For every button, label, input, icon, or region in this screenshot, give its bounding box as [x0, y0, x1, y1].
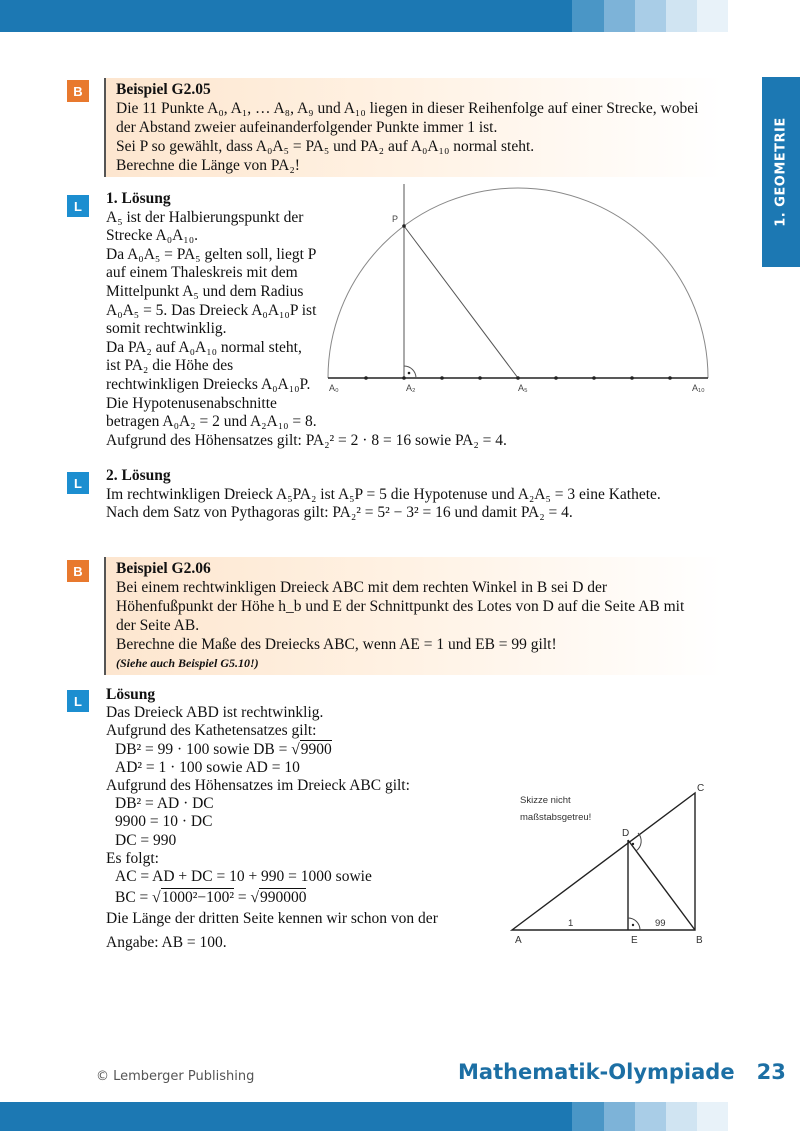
publisher-credit: © Lemberger Publishing — [96, 1069, 255, 1084]
example-text: Berechne die Länge von PA₂! — [116, 157, 300, 174]
formula-line: 9900 = 10 · DC — [115, 813, 213, 831]
label-a2: A₂ — [406, 383, 416, 393]
point-p — [402, 224, 406, 228]
bottom-color-bar — [0, 1102, 800, 1131]
solution-3 — [106, 686, 438, 952]
footer-title — [458, 1060, 786, 1084]
label-a0: A₀ — [329, 383, 339, 393]
page-number: 23 — [756, 1060, 786, 1084]
solution-line: somit rechtwinklig. — [106, 320, 227, 338]
example-title: Beispiel G2.06 — [116, 560, 211, 577]
segment-pa5 — [404, 226, 518, 378]
solution-badge: L — [67, 472, 89, 494]
thales-circle-figure — [320, 180, 720, 400]
solution-title: 2. Lösung — [106, 467, 171, 484]
label-e: E — [631, 935, 638, 946]
example-title: Beispiel G2.05 — [116, 81, 211, 98]
chapter-label: 1. GEOMETRIE — [773, 117, 789, 227]
example-text: Die 11 Punkte A₀, A₁, … A₈, A₉ und A₁₀ liegen in dieser Reihenfolge auf einer Strecke, wobei — [116, 100, 699, 117]
book-title: Mathematik-Olympiade — [458, 1060, 735, 1084]
example-note: (Siehe auch Beispiel G5.10!) — [116, 656, 259, 670]
example-text: Bei einem rechtwinkligen Dreieck ABC mit dem rechten Winkel in B sei D der — [116, 579, 608, 596]
formula-line: BC = √1000²−100² = √990000 — [115, 889, 307, 907]
solution-title: Lösung — [106, 686, 156, 703]
example-box-g206 — [104, 557, 724, 675]
solution-line: Angabe: AB = 100. — [106, 933, 227, 951]
solution-badge: L — [67, 690, 89, 712]
label-a10: A₁₀ — [692, 383, 705, 393]
solution-line: A₅ ist der Halbierungspunkt der — [106, 208, 304, 226]
triangle-abc-figure — [505, 778, 725, 950]
solution-line: Die Hypotenusenabschnitte — [106, 394, 277, 412]
solution-badge: L — [67, 195, 89, 217]
solution-line: Aufgrund des Höhensatzes im Dreieck ABC gilt: — [106, 777, 410, 795]
solution-line: Es folgt: — [106, 849, 159, 867]
height-bd — [628, 840, 695, 930]
solution-line: Aufgrund des Höhensatzes gilt: PA₂² = 2 · 8 = 16 sowie PA₂ = 4. — [106, 431, 507, 449]
solution-line: Strecke A₀A₁₀. — [106, 227, 198, 245]
label-a5: A₅ — [518, 383, 528, 393]
solution-title: 1. Lösung — [106, 190, 171, 207]
solution-line: Nach dem Satz von Pythagoras gilt: PA₂² = 5² − 3² = 16 und damit PA₂ = 4. — [106, 504, 573, 522]
label-length-1: 1 — [568, 918, 574, 929]
example-badge: B — [67, 560, 89, 582]
chapter-side-tab — [762, 77, 800, 267]
example-text: Sei P so gewählt, dass A₀A₅ = PA₅ und PA₂ auf A₀A₁₀ normal steht. — [116, 138, 535, 155]
solution-line: Mittelpunkt A₅ und dem Radius — [106, 282, 304, 300]
label-d: D — [622, 828, 630, 839]
solution-line: Das Dreieck ABD ist rechtwinklig. — [106, 704, 324, 722]
example-text: der Seite AB. — [116, 617, 200, 634]
formula-line: AC = AD + DC = 10 + 990 = 1000 sowie — [115, 868, 372, 886]
example-text: Berechne die Maße des Dreiecks ABC, wenn AE = 1 und EB = 99 gilt! — [116, 636, 557, 653]
thales-semicircle — [328, 188, 708, 378]
sketch-note: Skizze nicht — [520, 795, 571, 806]
right-angle-mark-e — [628, 918, 640, 930]
label-a: A — [515, 935, 522, 946]
solution-line: Da A₀A₅ = PA₅ gelten soll, liegt P — [106, 245, 317, 263]
solution-line: Aufgrund des Kathetensatzes gilt: — [106, 722, 317, 740]
formula-line: AD² = 1 · 100 sowie AD = 10 — [115, 758, 300, 776]
solution-line: Im rechtwinkligen Dreieck A₅PA₂ ist A₅P = 5 die Hypotenuse und A₂A₅ = 3 eine Kathete. — [106, 485, 661, 503]
example-text: der Abstand zweier aufeinanderfolgender Punkte immer 1 ist. — [116, 119, 498, 136]
solution-2 — [106, 467, 661, 523]
formula-line: DB² = 99 · 100 sowie DB = √9900 — [115, 740, 332, 758]
label-b: B — [696, 935, 703, 946]
solution-line: betragen A₀A₂ = 2 und A₂A₁₀ = 8. — [106, 413, 317, 431]
formula-line: DB² = AD · DC — [115, 795, 214, 813]
solution-line: rechtwinkligen Dreiecks A₀A₁₀P. — [106, 375, 311, 393]
solution-line: auf einem Thaleskreis mit dem — [106, 264, 298, 282]
formula-line: DC = 990 — [115, 831, 177, 849]
label-p: P — [392, 214, 399, 224]
label-length-99: 99 — [655, 918, 666, 929]
example-text: Höhenfußpunkt der Höhe h_b und E der Schnittpunkt des Lotes von D auf die Seite AB mit — [116, 598, 685, 615]
example-box-g205 — [104, 78, 724, 177]
label-c: C — [697, 783, 705, 794]
example-badge: B — [67, 80, 89, 102]
right-angle-mark — [404, 366, 416, 378]
solution-line: ist PA₂ die Höhe des — [106, 357, 234, 375]
solution-line: A₀A₅ = 5. Das Dreieck A₀A₁₀P ist — [106, 301, 317, 319]
top-color-bar — [0, 0, 800, 32]
solution-line: Die Länge der dritten Seite kennen wir schon von der — [106, 910, 438, 928]
sketch-note: maßstabsgetreu! — [520, 812, 592, 823]
solution-line: Da PA₂ auf A₀A₁₀ normal steht, — [106, 338, 302, 356]
